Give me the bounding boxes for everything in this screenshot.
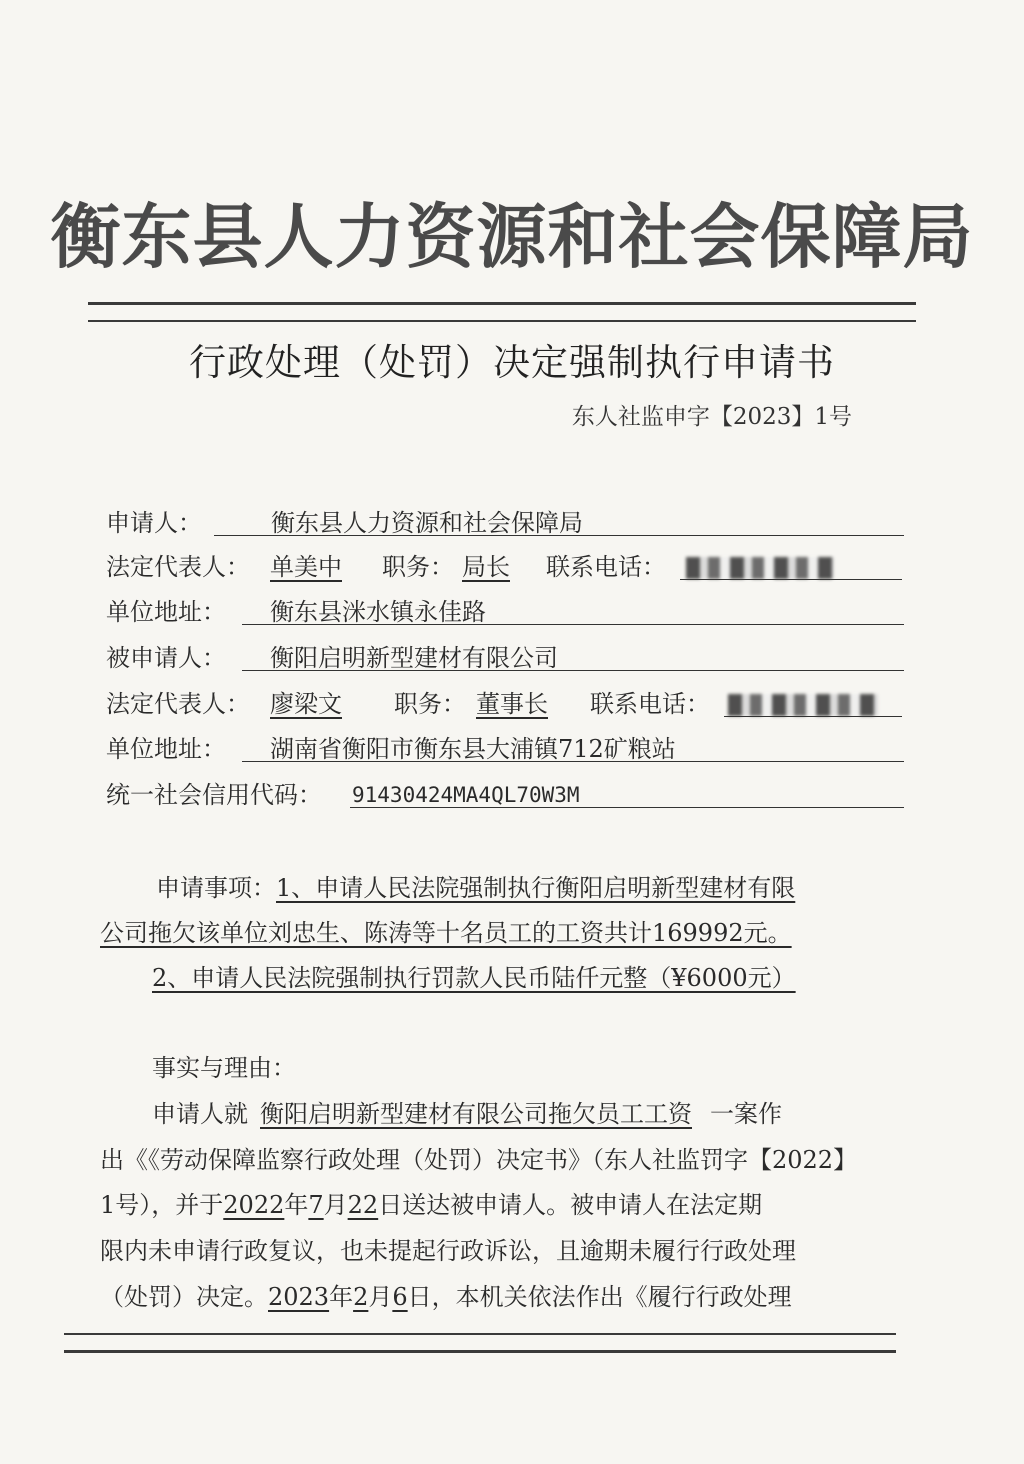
facts-line-1	[152, 1096, 782, 1132]
facts-l3-b: 日送达被申请人。被申请人在法定期	[378, 1191, 763, 1219]
facts-l1-a: 申请人就	[152, 1100, 248, 1128]
request-line-1	[156, 870, 795, 906]
request-item1-a: 1、申请人民法院强制执行衡阳启明新型建材有限	[276, 874, 796, 902]
request-item2: 2、申请人民法院强制执行罚款人民币陆仟元整（¥6000元）	[152, 964, 796, 992]
footer-rule-thin	[64, 1333, 896, 1335]
respondent-phone-redacted	[728, 694, 878, 716]
facts-l3-month: 7	[308, 1191, 324, 1219]
respondent-address-label: 单位地址：	[106, 735, 226, 763]
respondent-title-label: 职务：	[394, 690, 466, 718]
facts-l3-month-unit: 月	[323, 1191, 348, 1219]
applicant-phone-underline	[680, 579, 902, 580]
respondent-row	[106, 640, 906, 676]
facts-l5-b: 日，本机关依法作出《履行行政处理	[407, 1283, 792, 1311]
document-number: 东人社监申字【2023】1号	[571, 404, 852, 430]
facts-l3-day: 22	[347, 1191, 379, 1219]
respondent-rep-label: 法定代表人：	[106, 690, 250, 718]
facts-line-2: 出《《劳动保障监察行政处理（处罚）决定书》（东人社监罚字【2022】	[100, 1146, 858, 1174]
applicant-label: 申请人：	[106, 509, 202, 537]
facts-l3-year-unit: 年	[284, 1191, 309, 1219]
applicant-rep-row	[106, 549, 906, 585]
facts-l1-b: 衡阳启明新型建材有限公司拖欠员工工资	[260, 1100, 692, 1128]
applicant-rep-name: 单美中	[270, 553, 342, 581]
respondent-credit-row	[106, 777, 906, 813]
footer-rule-thick	[64, 1350, 896, 1353]
facts-l5-month-unit: 月	[368, 1283, 393, 1311]
applicant-row	[106, 505, 906, 541]
respondent-address: 湖南省衡阳市衡东县大浦镇712矿粮站	[270, 735, 676, 763]
applicant-rep-label: 法定代表人：	[106, 553, 250, 581]
facts-line-4: 限内未申请行政复议，也未提起行政诉讼，且逾期未履行行政处理	[100, 1237, 796, 1265]
facts-l1-c: 一案作	[710, 1100, 782, 1128]
document-title: 行政处理（处罚）决定强制执行申请书	[189, 341, 835, 384]
letterhead-rule-thin	[88, 320, 916, 322]
facts-l5-year-unit: 年	[329, 1283, 354, 1311]
applicant-address-row	[106, 594, 906, 630]
applicant-address-label: 单位地址：	[106, 598, 226, 626]
applicant-name: 衡东县人力资源和社会保障局	[271, 509, 583, 537]
facts-l5-year: 2023	[268, 1283, 330, 1311]
respondent-rep-row	[106, 686, 906, 722]
letterhead: 衡东县人力资源和社会保障局	[50, 195, 974, 278]
facts-l3-year: 2022	[223, 1191, 285, 1219]
respondent-rep-name: 廖梁文	[270, 690, 342, 718]
facts-label: 事实与理由：	[152, 1054, 296, 1082]
respondent-phone-label: 联系电话：	[590, 690, 710, 718]
facts-l5-a: （处罚）决定。	[100, 1283, 268, 1311]
applicant-phone-redacted	[686, 557, 834, 579]
respondent-credit-label: 统一社会信用代码：	[106, 781, 322, 809]
facts-l5-day: 6	[392, 1283, 408, 1311]
applicant-phone-label: 联系电话：	[546, 553, 666, 581]
request-item1-b: 公司拖欠该单位刘忠生、陈涛等十名员工的工资共计169992元。	[100, 919, 792, 947]
facts-line-5	[100, 1279, 792, 1315]
request-label: 申请事项：	[156, 874, 276, 902]
respondent-credit-code: 91430424MA4QL70W3M	[352, 783, 580, 807]
respondent-address-row	[106, 731, 906, 767]
respondent-name: 衡阳启明新型建材有限公司	[270, 644, 558, 672]
letterhead-rule-thick	[88, 302, 916, 305]
facts-l3-a: 1号），并于	[100, 1191, 224, 1219]
facts-line-3	[100, 1187, 762, 1223]
respondent-phone-underline	[724, 716, 902, 717]
facts-l5-month: 2	[353, 1283, 369, 1311]
applicant-title-value: 局长	[462, 553, 510, 581]
respondent-label: 被申请人：	[106, 644, 226, 672]
applicant-address: 衡东县洣水镇永佳路	[270, 598, 486, 626]
applicant-title-label: 职务：	[382, 553, 454, 581]
respondent-title-value: 董事长	[476, 690, 548, 718]
